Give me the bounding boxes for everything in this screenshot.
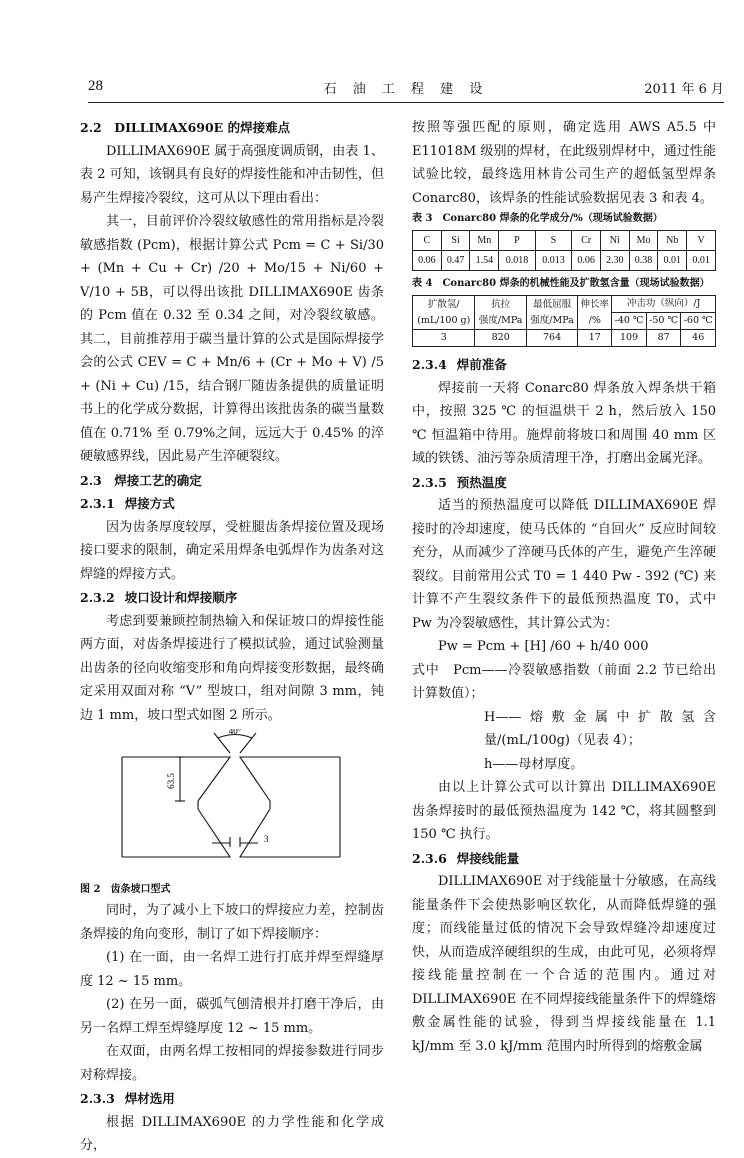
table-cell: 0.47 (441, 251, 470, 271)
journal-title: 石 油 工 程 建 设 (323, 82, 489, 97)
left-column (80, 116, 384, 1158)
header-text: 最低屈服 (533, 298, 572, 310)
table-cell: 820 (475, 330, 526, 347)
section-2-3-2-heading (80, 586, 384, 610)
header-text: 强度/MPa (478, 314, 523, 326)
header-text: 伸长率 (580, 298, 610, 310)
table-row (413, 330, 716, 347)
table-header-cell: Cr (572, 231, 601, 251)
table-3-caption: 表 3 Conarc80 焊条的化学成分/%（现场试验数据） (412, 213, 663, 224)
table-header-cell: Mn (470, 231, 499, 251)
section-2-2-heading: 2.2 DILLIMAX690E 的焊接难点 (80, 120, 291, 135)
paragraph: 适当的预热温度可以降低 DILLIMAX690E 焊接时的冷却速度，使马氏体的 “自回火” 反应时间较充分，从而减少了淬硬马氏体的产生，避免产生淬硬裂纹。目前常用公式 T0 = 1 440 Pw - 392 (℃) 来计算不产生裂纹条件下的最低预热温度 T0，式中 Pw 为冷裂敏感性，其计算公式为： (412, 498, 716, 631)
header-rule (88, 102, 724, 103)
paragraph: 考虑到要兼顾控制热输入和保证坡口的焊接性能两方面，对齿条焊接进行了模拟试验，通过试验测量出齿条的径向收缩变形和角向焊接变形数据，最终确定采用双面对称 “V” 型坡口，组对间隙 3 mm，钝边 1 mm，坡口型式如图 2 所示。 (80, 613, 384, 723)
header-text: (mL/100 g) (417, 314, 471, 326)
table-header-cell: -50 ℃ (646, 313, 681, 330)
variable-definition: h——母材厚度。 (484, 756, 584, 772)
table-cell: 46 (681, 330, 716, 347)
table-header-cell: V (687, 231, 716, 251)
table-cell: 87 (646, 330, 681, 347)
table-header-cell: -40 ℃ (612, 313, 647, 330)
paragraph: 在双面，由两名焊工按相同的焊接参数进行同步对称焊接。 (80, 1044, 384, 1083)
page-number: 28 (88, 78, 103, 94)
table-cell: 1.54 (470, 251, 499, 271)
table-header-cell: 冲击功（纵向）/J (612, 296, 716, 313)
formula: Pw = Pcm + [H] /60 + h/40 000 (438, 639, 649, 654)
groove-upper-left-plate (122, 757, 230, 801)
table-header-cell: Mo (629, 231, 658, 251)
figure-2-caption: 图 2 齿条坡口型式 (80, 884, 171, 895)
table-cell: 0.018 (499, 251, 536, 271)
section-title: 焊接方式 (124, 496, 175, 511)
section-2-3-1-heading (80, 492, 384, 516)
section-2-3-heading: 2.3 焊接工艺的确定 (80, 472, 202, 488)
section-title: 焊材选用 (124, 1091, 175, 1106)
table-header-cell (526, 296, 577, 330)
section-2-3-5-heading (412, 471, 716, 495)
table-header-cell: -60 ℃ (681, 313, 716, 330)
table-3 (412, 230, 716, 271)
list-item: (1) 在一面，由一名焊工进行打底并焊至焊缝厚度 12 ~ 15 mm。 (80, 950, 384, 989)
section-2-3-3-heading (80, 1087, 384, 1111)
section-2-3-4-heading (412, 353, 716, 377)
table-header-cell: Si (441, 231, 470, 251)
table-header-cell: Ni (600, 231, 629, 251)
section-title: 焊接线能量 (456, 850, 520, 866)
groove-lower-left-plate (122, 809, 230, 857)
table-cell: 0.013 (535, 251, 572, 271)
table-cell: 3 (413, 330, 475, 347)
table-row (413, 251, 716, 271)
table-cell: 0.06 (572, 251, 601, 271)
paragraph: 焊接前一天将 Conarc80 焊条放入焊条烘干箱中，按照 325 ℃ 的恒温烘干 2 h，然后放入 150 ℃ 恒温箱中待用。施焊前将坡口和周围 40 mm 区域的铁锈、油污等杂质清理干净，打磨出金属光泽。 (412, 380, 716, 466)
header-text: 强度/MPa (530, 314, 574, 326)
groove-diagram (80, 729, 384, 881)
issue-date: 2011 年 6 月 (644, 82, 724, 97)
section-title: 预热温度 (456, 474, 507, 490)
section-number: 2.3.1 (80, 496, 115, 511)
groove-lower-right-plate (240, 809, 340, 857)
groove-depth-label: 63.5 (166, 773, 176, 789)
section-number: 2.3.2 (80, 590, 115, 605)
section-2-3-6-heading (412, 847, 716, 871)
variable-definition: H——熔敷金属中扩散氢含量/(mL/100g)（见表 4）； (484, 709, 716, 748)
table-4 (412, 295, 716, 347)
table-cell: 0.38 (629, 251, 658, 271)
section-number: 2.3.5 (412, 474, 447, 490)
table-cell: 0.01 (687, 251, 716, 271)
section-title: 焊前准备 (456, 357, 507, 372)
header-text: 抗拉 (491, 298, 511, 310)
table-4-caption: 表 4 Conarc80 焊条的机械性能及扩散氢含量（现场试验数据） (412, 278, 710, 289)
paragraph: DILLIMAX690E 对于线能量十分敏感，在高线能量条件下会使热影响区软化，从而降低焊缝的强度；而线能量过低的情况下会导致焊缝冷却速度过快，从而造成淬硬组织的生成，由此可见，必须将焊接线能量控制在一个合适的范围内。通过对 DILLIMAX690E 在不同焊接线能量条件下的焊缝熔敷金属性能的试验，得到当焊接线能量在 1.1 kJ/mm 至 3.0 kJ/mm 范围内时所得到的熔敷金属 (412, 874, 716, 1054)
table-header-row (413, 231, 716, 251)
table-header-cell (475, 296, 526, 330)
running-header (88, 78, 724, 100)
groove-angle-label: 40° (228, 729, 242, 736)
table-cell: 17 (578, 330, 612, 347)
variable-definition: 式中 Pcm——冷裂敏感指数（前面 2.2 节已给出计算数值）； (412, 662, 716, 701)
table-cell: 109 (612, 330, 647, 347)
table-header-cell: C (413, 231, 442, 251)
paragraph: 其一，目前评价冷裂纹敏感性的常用指标是冷裂敏感指数 (Pcm)，根据计算公式 Pcm = C + Si/30 + (Mn + Cu + Cr) /20 + Mo/15 + Ni/60 + V/10 + 5B，可以得出该批 DILLIMAX690E 齿条的 Pcm 值在 0.32 至 0.34 之间，对冷裂纹敏感。其二，目前推荐用于碳当量计算的公式是国际焊接学会的公式 CEV = C + Mn/6 + (Cr + Mo + V) /5 + (Ni + Cu) /15，结合钢厂随齿条提供的质量证明书上的化学成分数据，计算得出该批齿条的碳当量数值在 0.71% 至 0.79%之间，远远大于 0.45% 的淬硬敏感界线，因此易产生淬硬裂纹。 (80, 214, 384, 464)
section-number: 2.3.6 (412, 850, 447, 866)
header-text: /% (588, 314, 601, 326)
header-text: 扩散氢/ (427, 298, 460, 310)
paragraph: DILLIMAX690E 属于高强度调质钢，由表 1、表 2 可知，该钢具有良好的焊接性能和冲击韧性，但易产生焊接冷裂纹，这可从以下理由看出： (80, 143, 384, 206)
table-header-cell: S (535, 231, 572, 251)
paragraph: 按照等强匹配的原则，确定选用 AWS A5.5 中 E11018M 级别的焊材，在此级别焊材中，通过性能试验比较，最终选用林肯公司生产的超低氢型焊条 Conarc80，该焊条的性能试验数据见表 3 和表 4。 (412, 120, 716, 206)
table-cell: 0.06 (413, 251, 442, 271)
paragraph: 因为齿条厚度较厚，受桩腿齿条焊接位置及现场接口要求的限制，确定采用焊条电弧焊作为齿条对这焊缝的焊接方式。 (80, 519, 384, 582)
paragraph: 根据 DILLIMAX690E 的力学性能和化学成分， (80, 1114, 384, 1153)
section-number: 2.3.4 (412, 357, 447, 372)
groove-upper-right-plate (240, 757, 340, 801)
table-cell: 2.30 (600, 251, 629, 271)
table-header-cell: Nb (658, 231, 687, 251)
section-title: 坡口设计和焊接顺序 (124, 590, 238, 605)
table-header-cell (413, 296, 475, 330)
right-column (412, 116, 716, 1058)
groove-gap-label: 3 (264, 834, 269, 844)
list-item: (2) 在另一面，碳弧气刨清根并打磨干净后，由另一名焊工焊至焊缝厚度 12 ~ 15 mm。 (80, 997, 384, 1036)
section-number: 2.3.3 (80, 1091, 115, 1106)
table-header-cell: P (499, 231, 536, 251)
paragraph: 同时，为了减小上下坡口的焊接应力差，控制齿条焊接的角向变形，制订了如下焊接顺序： (80, 903, 384, 942)
table-cell: 764 (526, 330, 577, 347)
table-cell: 0.01 (658, 251, 687, 271)
table-header-cell (578, 296, 612, 330)
paragraph: 由以上计算公式可以计算出 DILLIMAX690E 齿条焊接时的最低预热温度为 142 ℃，将其圆整到 150 ℃ 执行。 (412, 780, 716, 842)
table-header-row (413, 296, 716, 313)
